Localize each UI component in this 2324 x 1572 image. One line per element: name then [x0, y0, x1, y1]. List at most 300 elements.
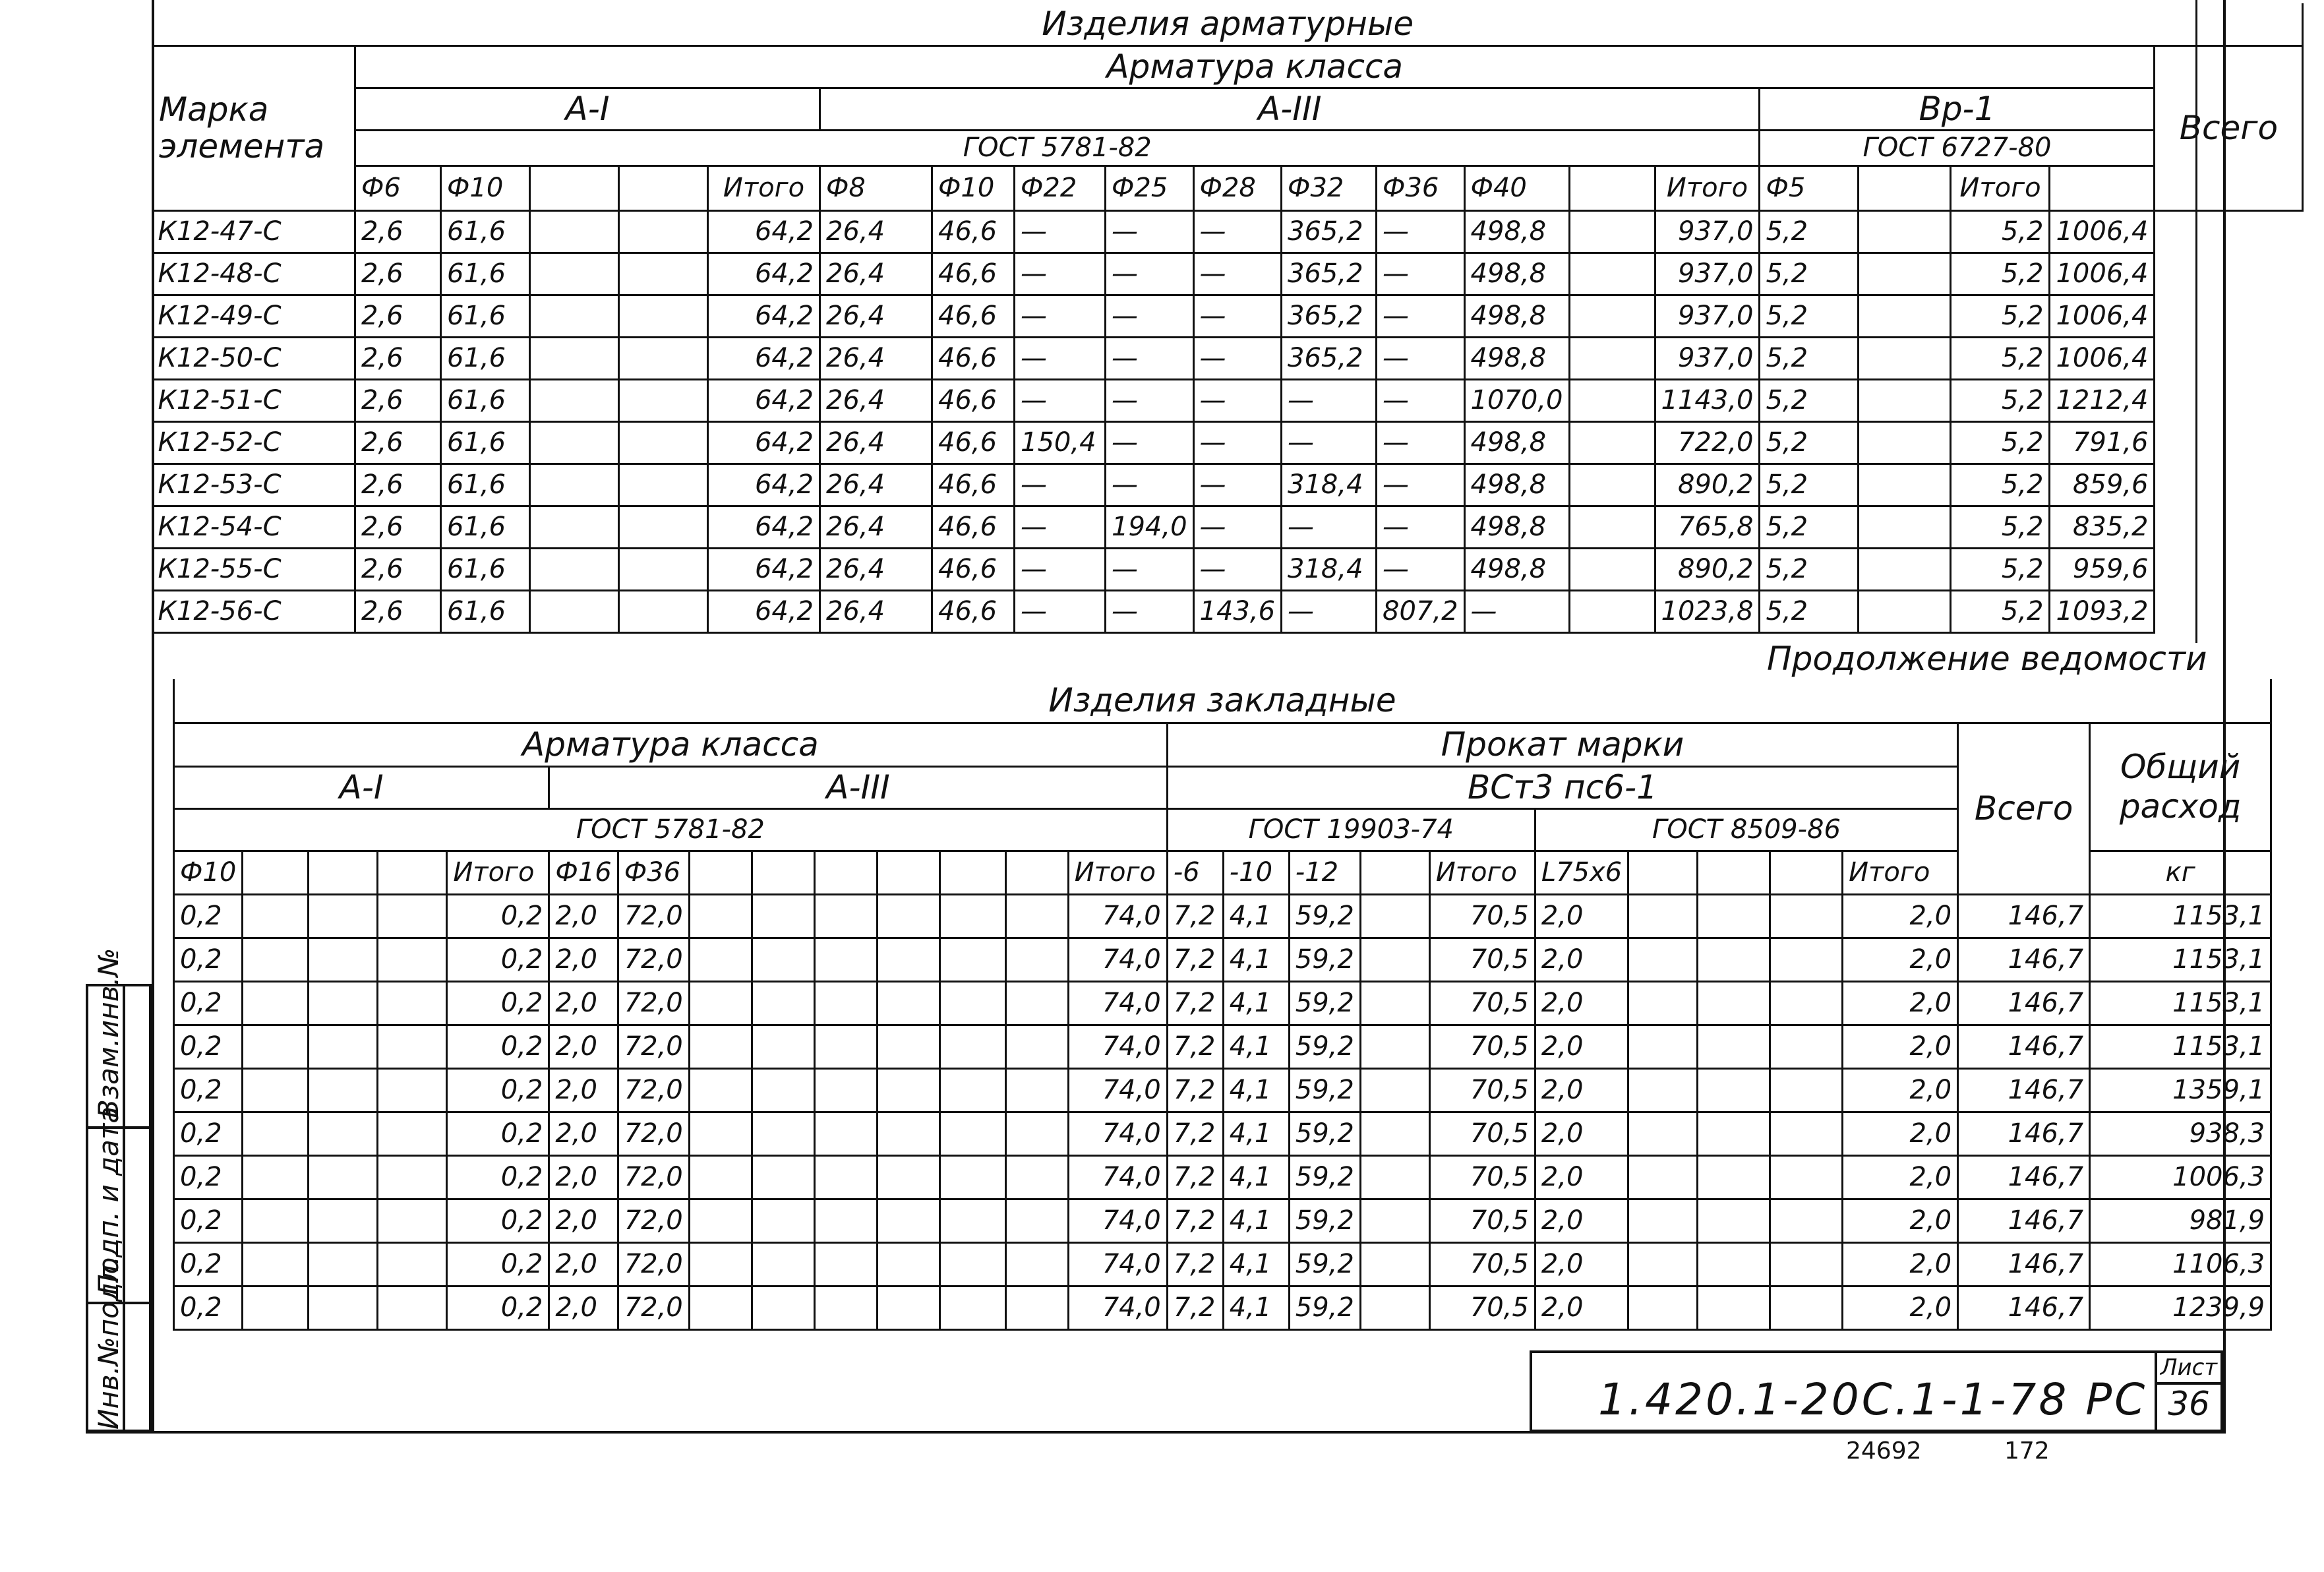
bottom-table-cell [1628, 1286, 1698, 1329]
top-table-cell: — [1377, 253, 1465, 295]
top-table-cell: 318,4 [1282, 464, 1377, 506]
top-table-cell: 498,8 [1464, 253, 1569, 295]
bottom-table-cell: 4,1 [1223, 1199, 1289, 1242]
top-table-cell: 61,6 [441, 548, 530, 590]
top-table-cell: 64,2 [708, 506, 820, 548]
bottom-table-cell: 0,2 [447, 1242, 549, 1286]
bottom-table-cell: 2,0 [1535, 1025, 1628, 1068]
footer-number-right: 172 [2004, 1437, 2050, 1465]
top-table-cell [619, 464, 708, 506]
bottom-table-cell: 70,5 [1429, 981, 1535, 1025]
top-table-cell [619, 253, 708, 295]
top-col-header: Ф36 [1377, 166, 1465, 210]
bottom-table-cell [309, 1025, 378, 1068]
top-table-cell: — [1193, 253, 1282, 295]
bottom-table-cell [877, 1025, 939, 1068]
bottom-table-cell: 70,5 [1429, 1068, 1535, 1112]
bottom-table-cell [689, 1286, 752, 1329]
top-col-header: Итого [708, 166, 820, 210]
steel-grade-header: ВСт3 пс6-1 [1167, 766, 1957, 808]
top-table-cell: 61,6 [441, 421, 530, 464]
bottom-table-cell: 59,2 [1289, 1155, 1360, 1199]
bottom-table-cell: 146,7 [1958, 938, 2090, 981]
top-table-cell: — [1193, 464, 1282, 506]
top-table-cell: 5,2 [1760, 464, 1859, 506]
bottom-table-cell [1698, 1199, 1770, 1242]
top-table-cell: — [1015, 464, 1106, 506]
overall-header: Общий расход [2090, 723, 2271, 851]
top-table-cell: 2,6 [355, 590, 441, 632]
top-table-cell: 1006,4 [2050, 210, 2155, 253]
bottom-table-cell [1005, 1199, 1068, 1242]
top-table-cell: 61,6 [441, 506, 530, 548]
bottom-table-cell: 72,0 [618, 1199, 689, 1242]
top-table-cell: 365,2 [1282, 253, 1377, 295]
bottom-table-cell [309, 1199, 378, 1242]
top-table-cell: 791,6 [2050, 421, 2155, 464]
bottom-rebar-class-header: Арматура класса [174, 723, 1168, 766]
bottom-table-row [174, 1112, 2271, 1155]
bottom-table-cell: 72,0 [618, 1068, 689, 1112]
bottom-table-cell: 2,0 [1535, 1199, 1628, 1242]
top-table-cell [619, 295, 708, 337]
bottom-table-cell: 59,2 [1289, 1025, 1360, 1068]
top-table-cell [530, 506, 619, 548]
bottom-table-cell [752, 938, 814, 981]
top-table-cell: 46,6 [932, 210, 1015, 253]
bottom-table-cell [1770, 1155, 1843, 1199]
top-table-cell: 64,2 [708, 295, 820, 337]
top-table-cell: — [1377, 295, 1465, 337]
bottom-table-cell [1628, 1155, 1698, 1199]
top-col-header: Итого [1655, 166, 1760, 210]
bottom-table-cell [309, 938, 378, 981]
bottom-table-cell [877, 938, 939, 981]
top-table-cell: 1143,0 [1655, 379, 1760, 421]
bottom-table-cell [877, 1155, 939, 1199]
top-table-cell: — [1193, 337, 1282, 379]
element-mark-cell: К12-50-С [153, 337, 355, 379]
bottom-table-cell: 74,0 [1068, 938, 1167, 981]
bottom-table-cell: 0,2 [174, 894, 243, 938]
bottom-table-cell: 74,0 [1068, 981, 1167, 1025]
top-table-cell: — [1015, 337, 1106, 379]
top-col-header: Ф6 [355, 166, 441, 210]
top-table-cell [619, 210, 708, 253]
bottom-table-cell [1698, 1068, 1770, 1112]
side-stamp [86, 948, 152, 1432]
top-table-cell: 46,6 [932, 337, 1015, 379]
bottom-table-cell: 146,7 [1958, 1242, 2090, 1286]
top-table-cell: — [1015, 506, 1106, 548]
bottom-table-cell [1005, 938, 1068, 981]
bottom-col-header [309, 851, 378, 894]
bottom-table-cell [1770, 1068, 1843, 1112]
bottom-table-cell [1360, 1155, 1429, 1199]
top-col-header: Ф5 [1760, 166, 1859, 210]
bottom-table-cell: 59,2 [1289, 1068, 1360, 1112]
bottom-table-cell: 2,0 [1535, 981, 1628, 1025]
gost-19903-header: ГОСТ 19903-74 [1167, 808, 1535, 851]
bottom-table-cell: 146,7 [1958, 1286, 2090, 1329]
bottom-table-cell [309, 1242, 378, 1286]
top-table-cell [1569, 295, 1655, 337]
top-table-cell: 61,6 [441, 379, 530, 421]
bottom-table-cell [752, 1068, 814, 1112]
bottom-table-cell [1770, 1025, 1843, 1068]
bottom-table-row [174, 894, 2271, 938]
bottom-table-cell [378, 1112, 447, 1155]
top-table-cell: — [1377, 421, 1465, 464]
top-table-cell: 722,0 [1655, 421, 1760, 464]
continuation-note: Продолжение ведомости [1767, 640, 2207, 678]
top-table-cell [619, 590, 708, 632]
bottom-table-cell: 4,1 [1223, 1155, 1289, 1199]
top-table-cell [530, 464, 619, 506]
bottom-table-cell [939, 1199, 1005, 1242]
top-table-cell: 937,0 [1655, 337, 1760, 379]
bottom-table-cell: 146,7 [1958, 1068, 2090, 1112]
bottom-table-cell: 0,2 [447, 1286, 549, 1329]
bottom-table-cell: 0,2 [174, 1068, 243, 1112]
bottom-table-cell: 2,0 [1535, 1155, 1628, 1199]
bottom-table-cell [1628, 1112, 1698, 1155]
bottom-table-cell: 7,2 [1167, 1025, 1223, 1068]
bottom-table-cell [1698, 1112, 1770, 1155]
top-table-cell: 61,6 [441, 253, 530, 295]
top-table-cell: 318,4 [1282, 548, 1377, 590]
bottom-table-cell [243, 1286, 309, 1329]
top-table-cell: 890,2 [1655, 548, 1760, 590]
top-table-cell [1569, 253, 1655, 295]
bottom-table-cell [752, 1155, 814, 1199]
top-table-cell: 1006,4 [2050, 337, 2155, 379]
bottom-table-cell [752, 1242, 814, 1286]
bottom-table-cell: 0,2 [447, 1025, 549, 1068]
bottom-table-cell: 0,2 [174, 1025, 243, 1068]
bottom-table-row [174, 1155, 2271, 1199]
top-table-cell: 64,2 [708, 337, 820, 379]
bottom-col-header [877, 851, 939, 894]
bottom-table-cell: 70,5 [1429, 1286, 1535, 1329]
top-table-cell: 5,2 [1951, 548, 2050, 590]
bottom-table-cell [689, 1068, 752, 1112]
bottom-table-cell: 1153,1 [2090, 1025, 2271, 1068]
gost-main-header: ГОСТ 5781-82 [355, 130, 1760, 166]
bottom-table-cell: 2,0 [549, 1286, 618, 1329]
top-table-cell: — [1106, 379, 1194, 421]
bottom-table-cell [1360, 1286, 1429, 1329]
rolled-grade-header: Прокат марки [1167, 723, 1957, 766]
top-table-cell: 2,6 [355, 506, 441, 548]
top-table-cell: 143,6 [1193, 590, 1282, 632]
bottom-table-cell [814, 1199, 877, 1242]
top-table-cell: 64,2 [708, 210, 820, 253]
bottom-table-cell: 7,2 [1167, 1286, 1223, 1329]
top-table-cell: 64,2 [708, 253, 820, 295]
top-table-cell: 46,6 [932, 506, 1015, 548]
sheet-box [2155, 1350, 2223, 1432]
bottom-col-header [1698, 851, 1770, 894]
top-table-cell [1569, 210, 1655, 253]
top-col-header [530, 166, 619, 210]
top-table-cell [1859, 548, 1951, 590]
top-table-cell [619, 337, 708, 379]
top-table-cell: 2,6 [355, 253, 441, 295]
embedded-products-table [173, 679, 2272, 1356]
bottom-table-cell: 2,0 [1535, 1286, 1628, 1329]
top-col-header: Ф10 [441, 166, 530, 210]
bottom-table-cell [814, 1068, 877, 1112]
top-table-cell [1569, 337, 1655, 379]
top-table-row [153, 464, 2303, 506]
bottom-table-cell [1698, 1025, 1770, 1068]
top-table-cell [530, 210, 619, 253]
top-table-cell: 890,2 [1655, 464, 1760, 506]
top-table-cell: 26,4 [820, 253, 932, 295]
top-table-cell: 64,2 [708, 421, 820, 464]
bottom-table-cell: 2,0 [549, 981, 618, 1025]
bottom-table-cell [689, 981, 752, 1025]
top-table-cell: 26,4 [820, 210, 932, 253]
top-table-cell: — [1193, 548, 1282, 590]
top-col-header: Ф22 [1015, 166, 1106, 210]
bottom-table-cell [1005, 1242, 1068, 1286]
bottom-table-cell: 7,2 [1167, 1242, 1223, 1286]
top-table-title: Изделия арматурные [153, 3, 2303, 45]
top-table-cell: 1093,2 [2050, 590, 2155, 632]
bottom-table-cell [1360, 1025, 1429, 1068]
bottom-table-cell [814, 1025, 877, 1068]
bottom-table-cell: 72,0 [618, 1025, 689, 1068]
top-table-cell [619, 506, 708, 548]
bottom-table-cell: 70,5 [1429, 938, 1535, 981]
bottom-table-cell: 70,5 [1429, 1112, 1535, 1155]
bottom-table-cell: 0,2 [174, 1155, 243, 1199]
bottom-table-cell: 0,2 [174, 981, 243, 1025]
element-mark-cell: К12-56-С [153, 590, 355, 632]
bottom-table-cell: 70,5 [1429, 894, 1535, 938]
bottom-table-cell: 4,1 [1223, 938, 1289, 981]
bottom-table-cell [1360, 1199, 1429, 1242]
top-table-cell: 46,6 [932, 548, 1015, 590]
top-table-cell: 1212,4 [2050, 379, 2155, 421]
bottom-table-cell [1360, 981, 1429, 1025]
top-table-cell: 2,6 [355, 337, 441, 379]
bottom-table-cell: 70,5 [1429, 1155, 1535, 1199]
bottom-table-cell [378, 1155, 447, 1199]
bottom-table-cell: 2,0 [1843, 981, 1958, 1025]
bottom-table-cell [939, 1286, 1005, 1329]
bottom-table-cell: 59,2 [1289, 938, 1360, 981]
title-block [1530, 1350, 2223, 1432]
top-table-cell: 498,8 [1464, 464, 1569, 506]
top-table-cell: 365,2 [1282, 210, 1377, 253]
bottom-table-cell [814, 938, 877, 981]
top-table-cell: 46,6 [932, 253, 1015, 295]
bottom-table-cell: 1239,9 [2090, 1286, 2271, 1329]
bottom-table-cell [814, 1112, 877, 1155]
mark-header: Марка элемента [153, 45, 355, 210]
top-table-cell: 64,2 [708, 590, 820, 632]
class-vr1-header: Вр-1 [1760, 88, 2155, 130]
bottom-table-cell [1698, 1286, 1770, 1329]
bottom-table-cell: 4,1 [1223, 981, 1289, 1025]
top-table-cell: 937,0 [1655, 295, 1760, 337]
bottom-table-cell: 74,0 [1068, 1286, 1167, 1329]
bottom-table-cell [1698, 1242, 1770, 1286]
sheet-number: 36 [2168, 1385, 2210, 1423]
bottom-table-cell: 74,0 [1068, 1068, 1167, 1112]
bottom-table-cell: 7,2 [1167, 938, 1223, 981]
bottom-table-cell [1698, 894, 1770, 938]
top-table-cell: 365,2 [1282, 337, 1377, 379]
top-table-cell: — [1015, 295, 1106, 337]
top-table-cell: 937,0 [1655, 253, 1760, 295]
top-col-header [1569, 166, 1655, 210]
bottom-table-cell [378, 981, 447, 1025]
top-table-row [153, 548, 2303, 590]
bottom-table-cell [243, 938, 309, 981]
bottom-table-cell [378, 938, 447, 981]
bottom-table-cell [309, 1286, 378, 1329]
top-table-cell [530, 295, 619, 337]
top-table-cell: 5,2 [1951, 590, 2050, 632]
bottom-col-header: Итого [1068, 851, 1167, 894]
top-table-cell: — [1282, 590, 1377, 632]
top-table-cell: 5,2 [1760, 253, 1859, 295]
top-table-cell: — [1193, 295, 1282, 337]
bottom-col-header: Итого [447, 851, 549, 894]
top-table-cell: 5,2 [1760, 379, 1859, 421]
bottom-table-cell [689, 1025, 752, 1068]
bottom-table-cell: 2,0 [549, 1068, 618, 1112]
top-table-cell: — [1464, 590, 1569, 632]
top-table-cell: — [1106, 464, 1194, 506]
bottom-table-cell [1698, 938, 1770, 981]
top-table-cell: 5,2 [1951, 295, 2050, 337]
bottom-table-cell [1005, 1286, 1068, 1329]
top-table-cell: 64,2 [708, 464, 820, 506]
bottom-table-cell [939, 938, 1005, 981]
top-table-cell [1859, 295, 1951, 337]
inv-orig-label: Инв.№подл. [92, 1255, 125, 1430]
bottom-table-cell: 70,5 [1429, 1242, 1535, 1286]
bottom-table-cell: 59,2 [1289, 1286, 1360, 1329]
bottom-table-cell [877, 1112, 939, 1155]
gost-vr-header: ГОСТ 6727-80 [1760, 130, 2155, 166]
bottom-table-cell [877, 1242, 939, 1286]
bottom-table-cell [689, 938, 752, 981]
bottom-class-a1-header: А-I [174, 766, 549, 808]
bottom-table-cell [877, 1199, 939, 1242]
bottom-table-cell: 2,0 [549, 938, 618, 981]
top-table-cell: — [1377, 379, 1465, 421]
top-table-cell: 64,2 [708, 379, 820, 421]
top-table-cell: 61,6 [441, 590, 530, 632]
bottom-table-cell: 146,7 [1958, 1199, 2090, 1242]
bottom-table-cell: 146,7 [1958, 981, 2090, 1025]
top-col-header: Ф40 [1464, 166, 1569, 210]
bottom-table-cell [689, 894, 752, 938]
top-table-cell [530, 337, 619, 379]
top-table-cell: 498,8 [1464, 548, 1569, 590]
bottom-table-cell: 7,2 [1167, 1155, 1223, 1199]
top-table-cell: 1006,4 [2050, 295, 2155, 337]
class-a1-header: А-I [355, 88, 820, 130]
top-table-cell: — [1015, 548, 1106, 590]
top-table-row [153, 337, 2303, 379]
bottom-table-cell [689, 1155, 752, 1199]
bottom-col-header [689, 851, 752, 894]
top-table-cell: 46,6 [932, 295, 1015, 337]
top-table-cell: 498,8 [1464, 337, 1569, 379]
bottom-table-cell: 2,0 [1535, 1242, 1628, 1286]
bottom-table-cell: 0,2 [174, 1112, 243, 1155]
top-table-cell: 194,0 [1106, 506, 1194, 548]
top-table-cell: 61,6 [441, 464, 530, 506]
top-table-cell: 46,6 [932, 379, 1015, 421]
bottom-table-cell: 72,0 [618, 1155, 689, 1199]
bottom-table-cell: 1006,3 [2090, 1155, 2271, 1199]
top-table-row [153, 421, 2303, 464]
top-col-header: Ф10 [932, 166, 1015, 210]
bottom-table-cell [752, 1112, 814, 1155]
bottom-col-header [243, 851, 309, 894]
bottom-table-cell: 2,0 [1535, 1112, 1628, 1155]
document-code: 1.420.1-20С.1-1-78 РС [1598, 1374, 2148, 1425]
top-table-cell: 5,2 [1951, 464, 2050, 506]
bottom-table-cell [1005, 1068, 1068, 1112]
top-table-cell [1859, 253, 1951, 295]
top-table-cell: — [1015, 590, 1106, 632]
top-table-cell: — [1106, 337, 1194, 379]
bottom-table-cell: 146,7 [1958, 894, 2090, 938]
top-table-cell: 5,2 [1760, 295, 1859, 337]
top-table-row [153, 506, 2303, 548]
bottom-table-cell [378, 894, 447, 938]
bottom-table-cell [378, 1286, 447, 1329]
top-table-cell [530, 253, 619, 295]
bottom-table-cell [309, 1155, 378, 1199]
bottom-table-cell [939, 1242, 1005, 1286]
top-table-cell: 46,6 [932, 464, 1015, 506]
top-table-cell [1859, 421, 1951, 464]
top-table-cell: 498,8 [1464, 506, 1569, 548]
bottom-table-cell [1005, 1025, 1068, 1068]
bottom-table-cell: 2,0 [1535, 1068, 1628, 1112]
bottom-table-row [174, 981, 2271, 1025]
bottom-table-cell: 146,7 [1958, 1155, 2090, 1199]
bottom-table-cell: 2,0 [549, 1242, 618, 1286]
bottom-table-cell [243, 1242, 309, 1286]
top-table-cell: — [1193, 379, 1282, 421]
bottom-table-cell: 74,0 [1068, 1242, 1167, 1286]
top-col-header [1859, 166, 1951, 210]
bottom-table-cell: 74,0 [1068, 1155, 1167, 1199]
bottom-table-cell: 146,7 [1958, 1112, 2090, 1155]
bottom-table-cell: 0,2 [447, 938, 549, 981]
bottom-table-cell: 0,2 [447, 1112, 549, 1155]
bottom-table-cell [1005, 1155, 1068, 1199]
top-table-cell: 5,2 [1760, 337, 1859, 379]
top-table-cell: 26,4 [820, 590, 932, 632]
top-table-row [153, 590, 2303, 632]
bottom-table-cell [1628, 981, 1698, 1025]
bottom-table-cell: 146,7 [1958, 1025, 2090, 1068]
bottom-col-header [939, 851, 1005, 894]
top-table-cell [619, 548, 708, 590]
